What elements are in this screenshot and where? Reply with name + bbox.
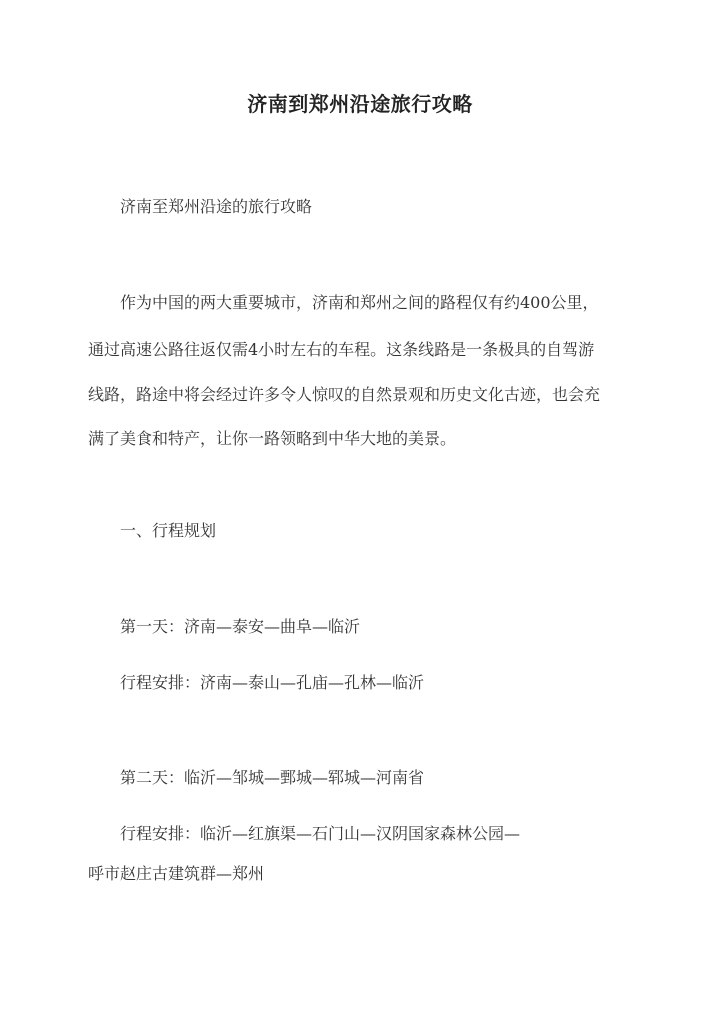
day2-heading: 第二天：临沂—邹城—鄄城—郓城—河南省 (120, 768, 425, 787)
section-heading: 一、行程规划 (120, 521, 217, 540)
document-subtitle: 济南至郑州沿途的旅行攻略 (120, 197, 313, 216)
day2-schedule-line-2: 呼市赵庄古建筑群—郑州 (88, 864, 265, 883)
intro-line-3: 线路，路途中将会经过许多令人惊叹的自然景观和历史文化古迹，也会充 (88, 385, 601, 404)
day2-schedule-line-1: 行程安排：临沂—红旗渠—石门山—汉阴国家森林公园— (120, 824, 521, 843)
intro-line-2: 通过高速公路往返仅需4小时左右的车程。这条线路是一条极具的自驾游 (88, 340, 595, 359)
intro-line-1: 作为中国的两大重要城市，济南和郑州之间的路程仅有约400公里， (120, 293, 599, 312)
day1-schedule: 行程安排：济南—泰山—孔庙—孔林—临沂 (120, 673, 425, 692)
document-title: 济南到郑州沿途旅行攻略 (247, 92, 473, 116)
intro-line-4: 满了美食和特产，让你一路领略到中华大地的美景。 (88, 429, 457, 448)
day1-heading: 第一天：济南—泰安—曲阜—临沂 (120, 617, 361, 636)
